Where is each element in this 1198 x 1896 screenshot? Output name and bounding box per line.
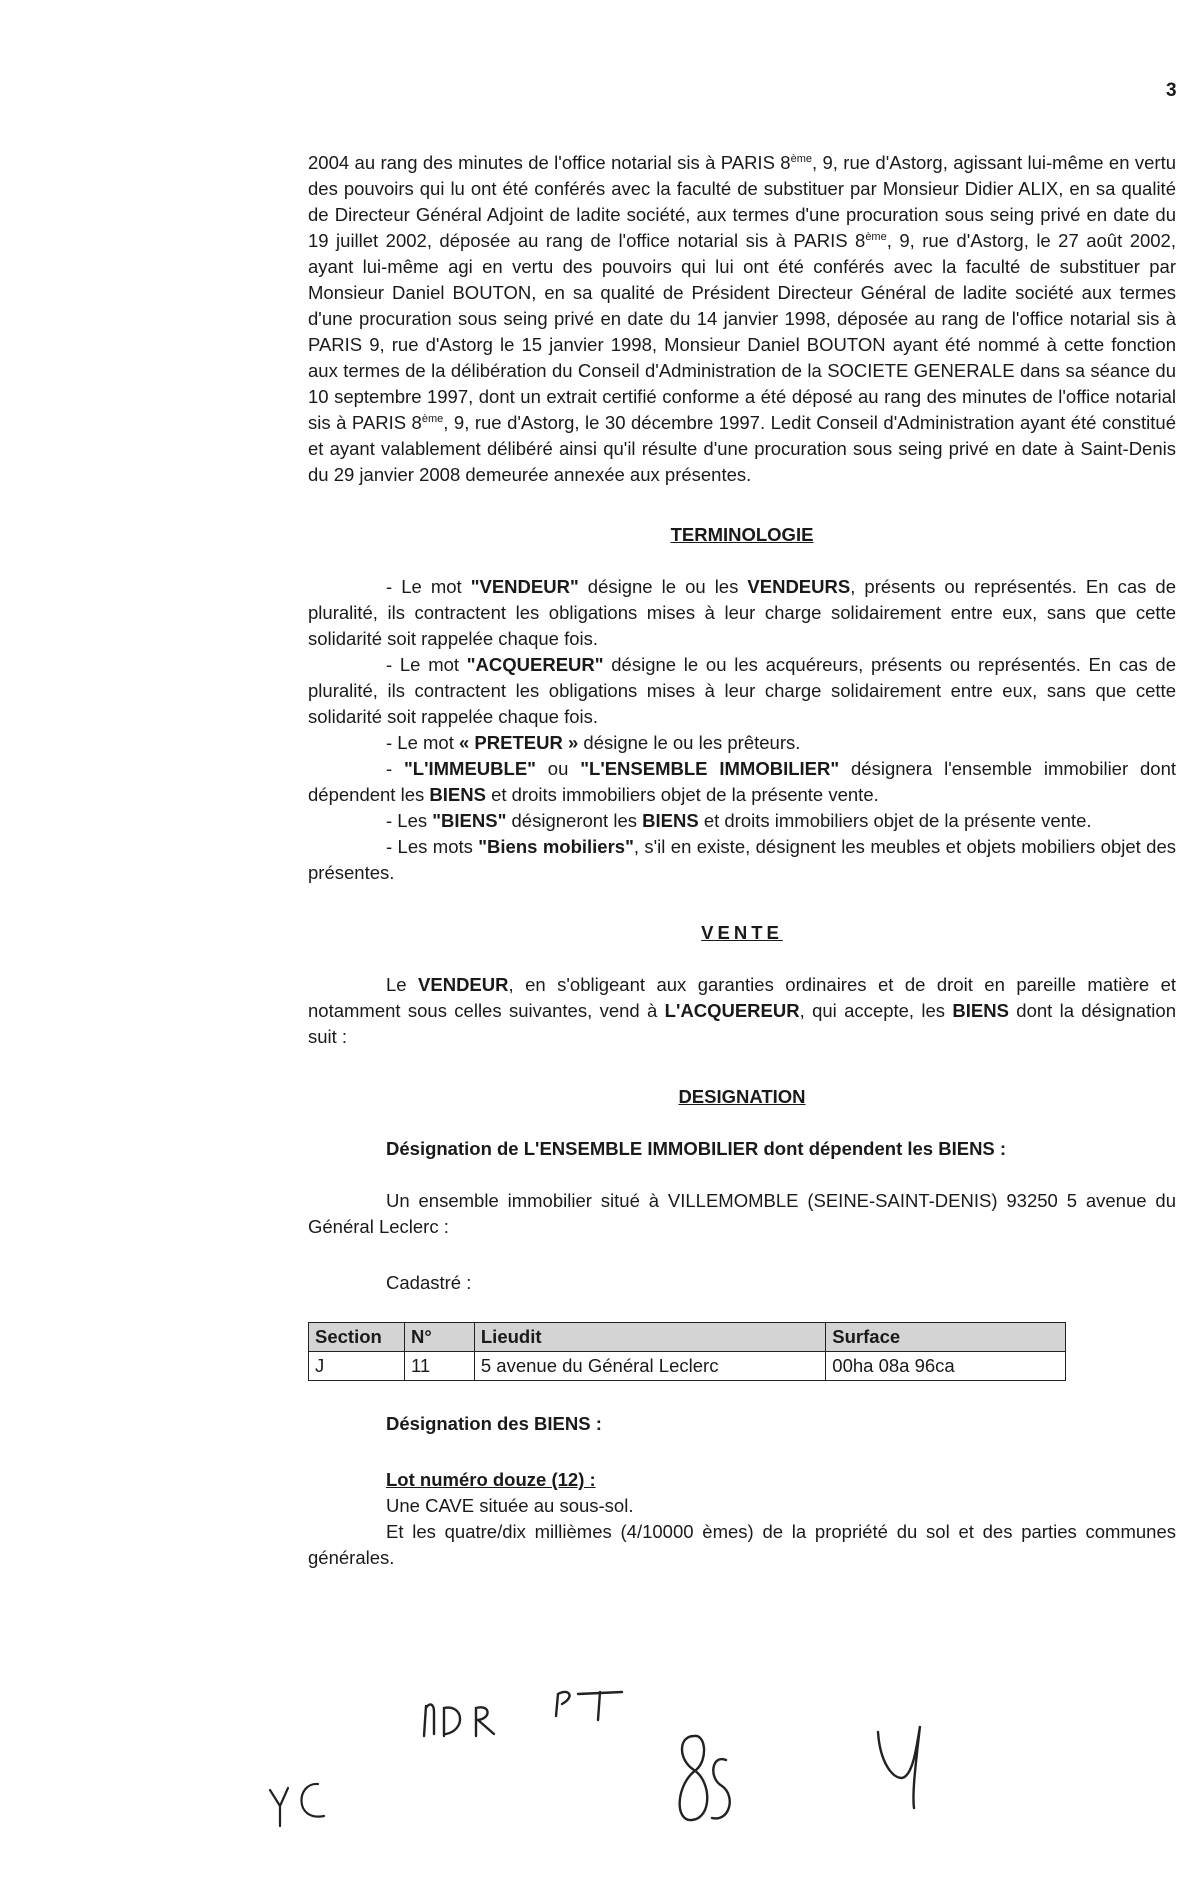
term-immeuble: - "L'IMMEUBLE" ou "L'ENSEMBLE IMMOBILIER" désignera l'ensemble immobilier dont dépendent les BIENS et droits immobiliers objet de la présente vente. xyxy=(308,758,1176,805)
initials-8s-signature xyxy=(672,1730,742,1830)
page-number: 3 xyxy=(1166,80,1177,101)
vente-heading: VENTE xyxy=(701,922,783,943)
initials-pt-signature xyxy=(550,1686,630,1726)
biens-title: Désignation des BIENS : xyxy=(386,1413,602,1434)
table-header-cell: Section xyxy=(309,1323,405,1352)
ensemble-title: Désignation de L'ENSEMBLE IMMOBILIER dont dépendent les BIENS : xyxy=(386,1138,1007,1159)
lot-title: Lot numéro douze (12) : xyxy=(386,1469,596,1490)
table-header-cell: Lieudit xyxy=(474,1323,825,1352)
table-header-cell: Surface xyxy=(826,1323,1066,1352)
cadastre-label: Cadastré : xyxy=(386,1272,472,1293)
document-body xyxy=(308,150,1176,1571)
term-acquereur: - Le mot "ACQUEREUR" désigne le ou les acquéreurs, présents ou représentés. En cas de pluralité, ils contractent les obligations mises à leur charge solidairement entre eux, sans que cette solidarité soit rappelée chaque fois. xyxy=(308,654,1177,727)
table-cell: 00ha 08a 96ca xyxy=(826,1352,1066,1381)
term-biens-mobiliers: - Les mots "Biens mobiliers", s'il en existe, désignent les meubles et objets mobiliers objet des présentes. xyxy=(308,836,1177,883)
lot-quota: Et les quatre/dix millièmes (4/10000 èmes) de la propriété du sol et des parties communes générales. xyxy=(308,1521,1176,1568)
term-biens: - Les "BIENS" désigneront les BIENS et droits immobiliers objet de la présente vente. xyxy=(386,810,1092,831)
ensemble-text: Un ensemble immobilier situé à VILLEMOMBLE (SEINE-SAINT-DENIS) 93250 5 avenue du Général Leclerc : xyxy=(308,1190,1176,1237)
designation-heading: DESIGNATION xyxy=(678,1086,806,1107)
intro-paragraph: 2004 au rang des minutes de l'office notarial sis à PARIS 8ème, 9, rue d'Astorg, agissant lui-même en vertu des pouvoirs qui lu ont été conférés avec la faculté de substituer par Monsieur Didier ALIX, en sa qualité de Directeur Général Adjoint de ladite société, aux termes d'une procuration sous seing privé en date du 19 juillet 2002, déposée au rang de l'office notarial sis à PARIS 8ème, 9, rue d'Astorg, le 27 août 2002, ayant lui-même agi en vertu des pouvoirs qui lui ont été conférés avec la faculté de substituer par Monsieur Daniel BOUTON, en sa qualité de Président Directeur Général de ladite société aux termes d'une procuration sous seing privé en date du 14 janvier 1998, déposée au rang de l'office notarial sis à PARIS 9, rue d'Astorg le 15 janvier 1998, Monsieur Daniel BOUTON ayant été nommé à cette fonction aux termes de la délibération du Conseil d'Administration de la SOCIETE GENERALE dans sa séance du 10 septembre 1997, dont un extrait certifié conforme a été déposé au rang des minutes de l'office notarial sis à PARIS 8ème, 9, rue d'Astorg, le 30 décembre 1997. Ledit Conseil d'Administration ayant été constitué et ayant valablement délibéré ainsi qu'il résulte d'une procuration sous seing privé en date à Saint-Denis du 29 janvier 2008 demeurée annexée aux présentes. xyxy=(308,152,1177,485)
table-row xyxy=(309,1352,1066,1381)
terminologie-heading: TERMINOLOGIE xyxy=(670,524,814,545)
term-preteur: - Le mot « PRETEUR » désigne le ou les prêteurs. xyxy=(386,732,801,753)
table-cell: 5 avenue du Général Leclerc xyxy=(474,1352,825,1381)
cadastre-table xyxy=(308,1322,1066,1381)
table-cell: 11 xyxy=(404,1352,474,1381)
initials-y-signature xyxy=(872,1722,932,1812)
initials-yc-signature xyxy=(266,1776,336,1836)
table-header-row xyxy=(309,1323,1066,1352)
lot-line: Une CAVE située au sous-sol. xyxy=(386,1495,634,1516)
table-cell: J xyxy=(309,1352,405,1381)
table-header-cell: N° xyxy=(404,1323,474,1352)
term-vendeur: - Le mot "VENDEUR" désigne le ou les VENDEURS, présents ou représentés. En cas de pluralité, ils contractent les obligations mises à leur charge solidairement entre eux, sans que cette solidarité soit rappelée chaque fois. xyxy=(308,576,1176,649)
vente-paragraph: Le VENDEUR, en s'obligeant aux garanties ordinaires et de droit en pareille matière et notamment sous celles suivantes, vend à L'ACQUEREUR, qui accepte, les BIENS dont la désignation suit : xyxy=(308,974,1176,1047)
initials-ndr-signature xyxy=(420,1696,530,1746)
